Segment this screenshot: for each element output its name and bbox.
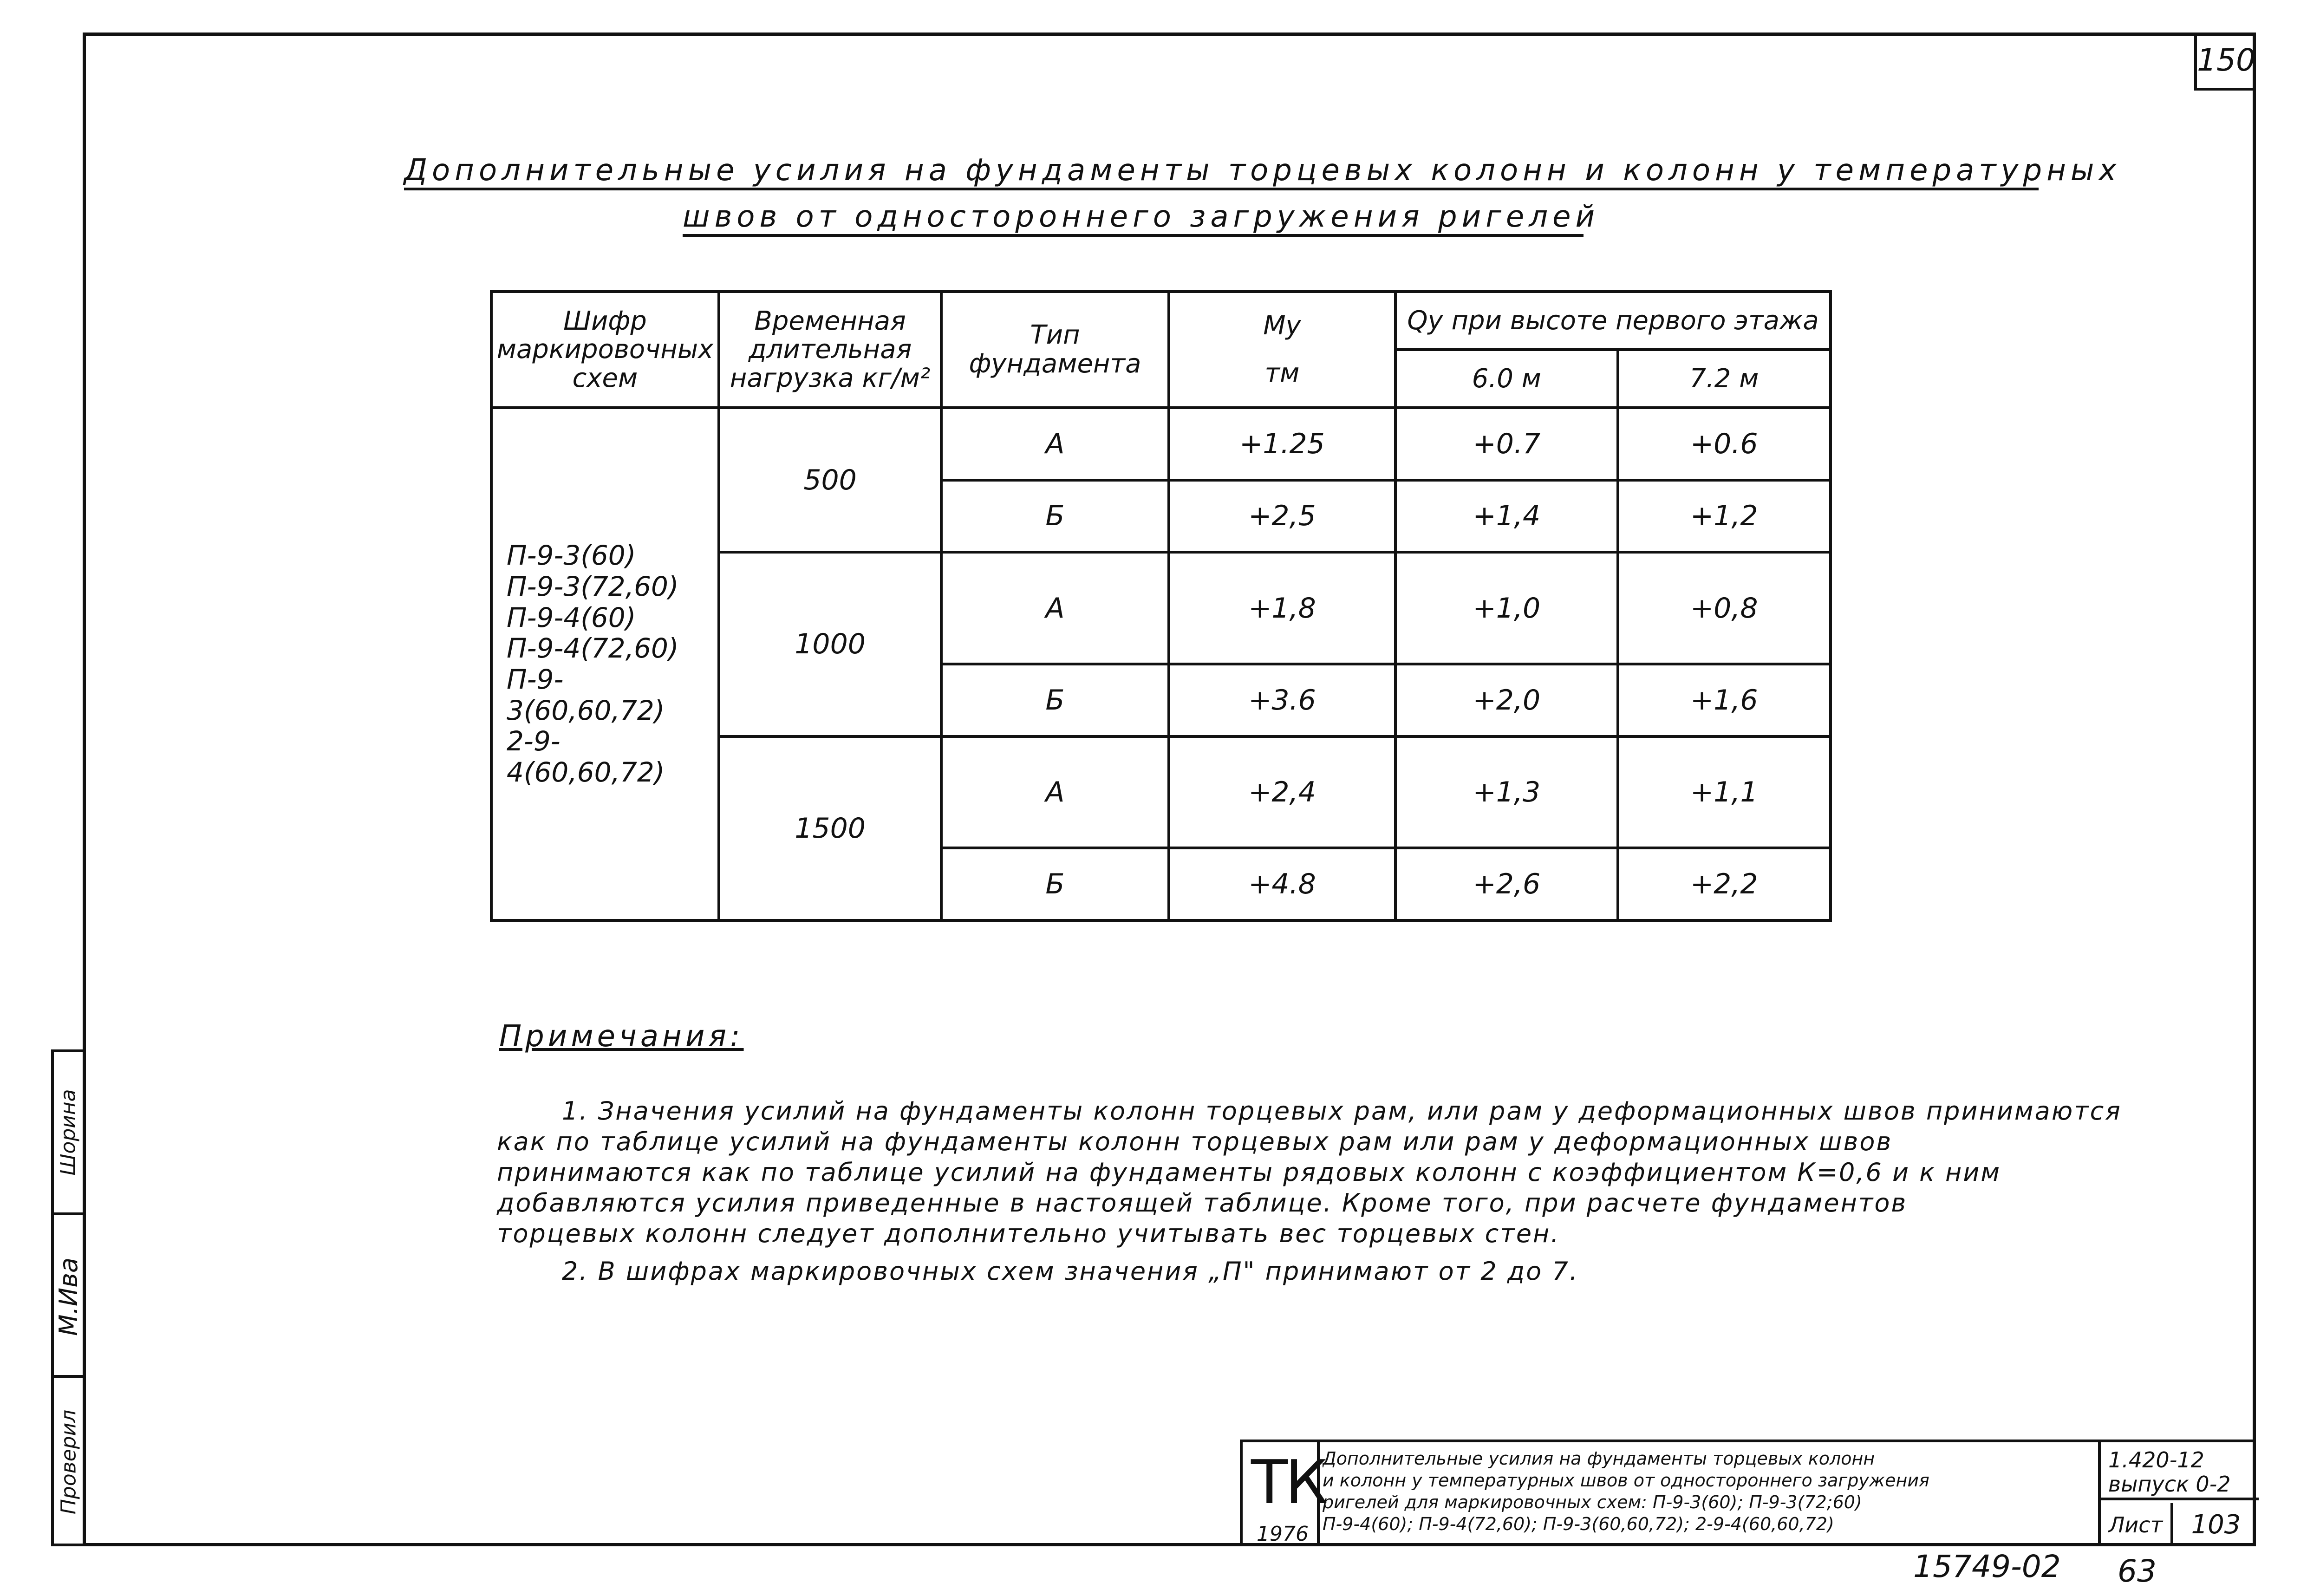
- load-cell: 1500: [719, 736, 941, 921]
- forces-table: [490, 290, 1832, 922]
- series-number: 1.420-12: [2108, 1447, 2204, 1472]
- notes-title: Примечания:: [499, 1019, 744, 1054]
- note-2: 2. В шифрах маркировочных схем значения „П" принимают от 2 до 7.: [562, 1257, 1579, 1286]
- moment-cell: +4.8: [1169, 848, 1395, 920]
- q60-cell: +1,4: [1395, 480, 1617, 553]
- title-block-desc-line: и колонн у температурных швов от одностороннего загружения: [1323, 1470, 1929, 1491]
- q60-cell: +2,6: [1395, 848, 1617, 920]
- q72-cell: +0,8: [1618, 552, 1831, 664]
- type-cell: А: [941, 736, 1168, 848]
- header-load: Временная длительная нагрузка кг/м²: [719, 292, 941, 408]
- title-block-desc-line: ригелей для маркировочных схем: П-9-3(60); П-9-3(72;60): [1323, 1492, 1862, 1512]
- note-1-line: добавляются усилия приведенные в настоящей таблице. Кроме того, при расчете фундаментов: [497, 1188, 1908, 1218]
- title-block-year: 1976: [1257, 1522, 1309, 1546]
- load-cell: 500: [719, 408, 941, 552]
- header-scheme: Шифр маркировочных схем: [491, 292, 719, 408]
- moment-cell: +1,8: [1169, 552, 1395, 664]
- side-stamp: [51, 1049, 86, 1546]
- header-moment-unit: тм: [1264, 358, 1300, 388]
- header-moment-symbol: Mу: [1263, 311, 1301, 341]
- scheme-item: П-9-4(72,60): [507, 632, 679, 664]
- q72-cell: +1,1: [1618, 736, 1831, 848]
- tk-logo: ТК: [1251, 1447, 1325, 1518]
- header-moment: [1169, 292, 1395, 408]
- series-cell: [2101, 1442, 2259, 1500]
- scheme-item: П-9-3(72,60): [507, 570, 679, 602]
- header-height-72: 7.2 м: [1618, 350, 1831, 408]
- scheme-item: 2-9-4(60,60,72): [507, 725, 665, 788]
- moment-cell: +2,5: [1169, 480, 1395, 553]
- sheet-value: 103: [2191, 1510, 2241, 1540]
- q72-cell: +1,6: [1618, 664, 1831, 736]
- type-cell: Б: [941, 480, 1168, 553]
- q60-cell: +2,0: [1395, 664, 1617, 736]
- q72-cell: +2,2: [1618, 848, 1831, 920]
- q72-cell: +0.6: [1618, 408, 1831, 480]
- issue-number: выпуск 0-2: [2108, 1472, 2231, 1497]
- page-title-line1: Дополнительные усилия на фундаменты торцевых колонн и колонн у температурных: [404, 153, 2039, 190]
- sheet-number: 150: [2194, 33, 2255, 91]
- side-author-label: Шорина: [57, 1089, 81, 1176]
- side-checked-label: Проверил: [57, 1409, 80, 1515]
- sheet-label: Лист: [2101, 1503, 2173, 1546]
- q60-cell: +1,0: [1395, 552, 1617, 664]
- header-q-group: Qу при высоте первого этажа: [1395, 292, 1831, 350]
- header-foundation-type: Тип фундамента: [941, 292, 1168, 408]
- load-cell: 1000: [719, 552, 941, 736]
- type-cell: Б: [941, 848, 1168, 920]
- title-block-description: [1323, 1448, 2024, 1535]
- type-cell: А: [941, 552, 1168, 664]
- scheme-item: П-9-3(60): [507, 540, 636, 572]
- scheme-item: П-9-3(60,60,72): [507, 664, 665, 726]
- signature: М.Ива: [54, 1257, 84, 1336]
- header-height-60: 6.0 м: [1395, 350, 1617, 408]
- moment-cell: +3.6: [1169, 664, 1395, 736]
- q60-cell: +0.7: [1395, 408, 1617, 480]
- side-author-cell: [54, 1052, 83, 1212]
- title-block-right: [2098, 1442, 2259, 1546]
- note-1-line: принимаются как по таблице усилий на фундаменты рядовых колонн с коэффициентом К=0,6 и к ним: [497, 1158, 2001, 1187]
- moment-cell: +2,4: [1169, 736, 1395, 848]
- side-checked-cell: [54, 1375, 83, 1546]
- moment-cell: +1.25: [1169, 408, 1395, 480]
- title-block-desc-line: Дополнительные усилия на фундаменты торцевых колонн: [1323, 1448, 1875, 1469]
- schemes-cell: [491, 408, 719, 920]
- note-1-line: торцевых колонн следует дополнительно учитывать вес торцевых стен.: [497, 1219, 1560, 1248]
- title-block: [1240, 1440, 2256, 1546]
- type-cell: Б: [941, 664, 1168, 736]
- note-1-line: 1. Значения усилий на фундаменты колонн торцевых рам, или рам у деформационных швов принимаются: [562, 1096, 2122, 1126]
- type-cell: А: [941, 408, 1168, 480]
- side-signature-cell: [54, 1212, 83, 1378]
- page-title-line2: швов от одностороннего загружения ригелей: [683, 200, 1584, 237]
- tk-logo-cell: [1243, 1442, 1325, 1546]
- scheme-item: П-9-4(60): [507, 601, 636, 633]
- q72-cell: +1,2: [1618, 480, 1831, 553]
- q60-cell: +1,3: [1395, 736, 1617, 848]
- note-1-line: как по таблице усилий на фундаменты колонн торцевых рам или рам у деформационных швов: [497, 1127, 1893, 1156]
- archive-number: 15749-02: [1913, 1549, 2061, 1584]
- page-number: 63: [2118, 1553, 2157, 1589]
- title-block-desc-line: П-9-4(60); П-9-4(72,60); П-9-3(60,60,72); 2-9-4(60,60,72): [1323, 1514, 1834, 1534]
